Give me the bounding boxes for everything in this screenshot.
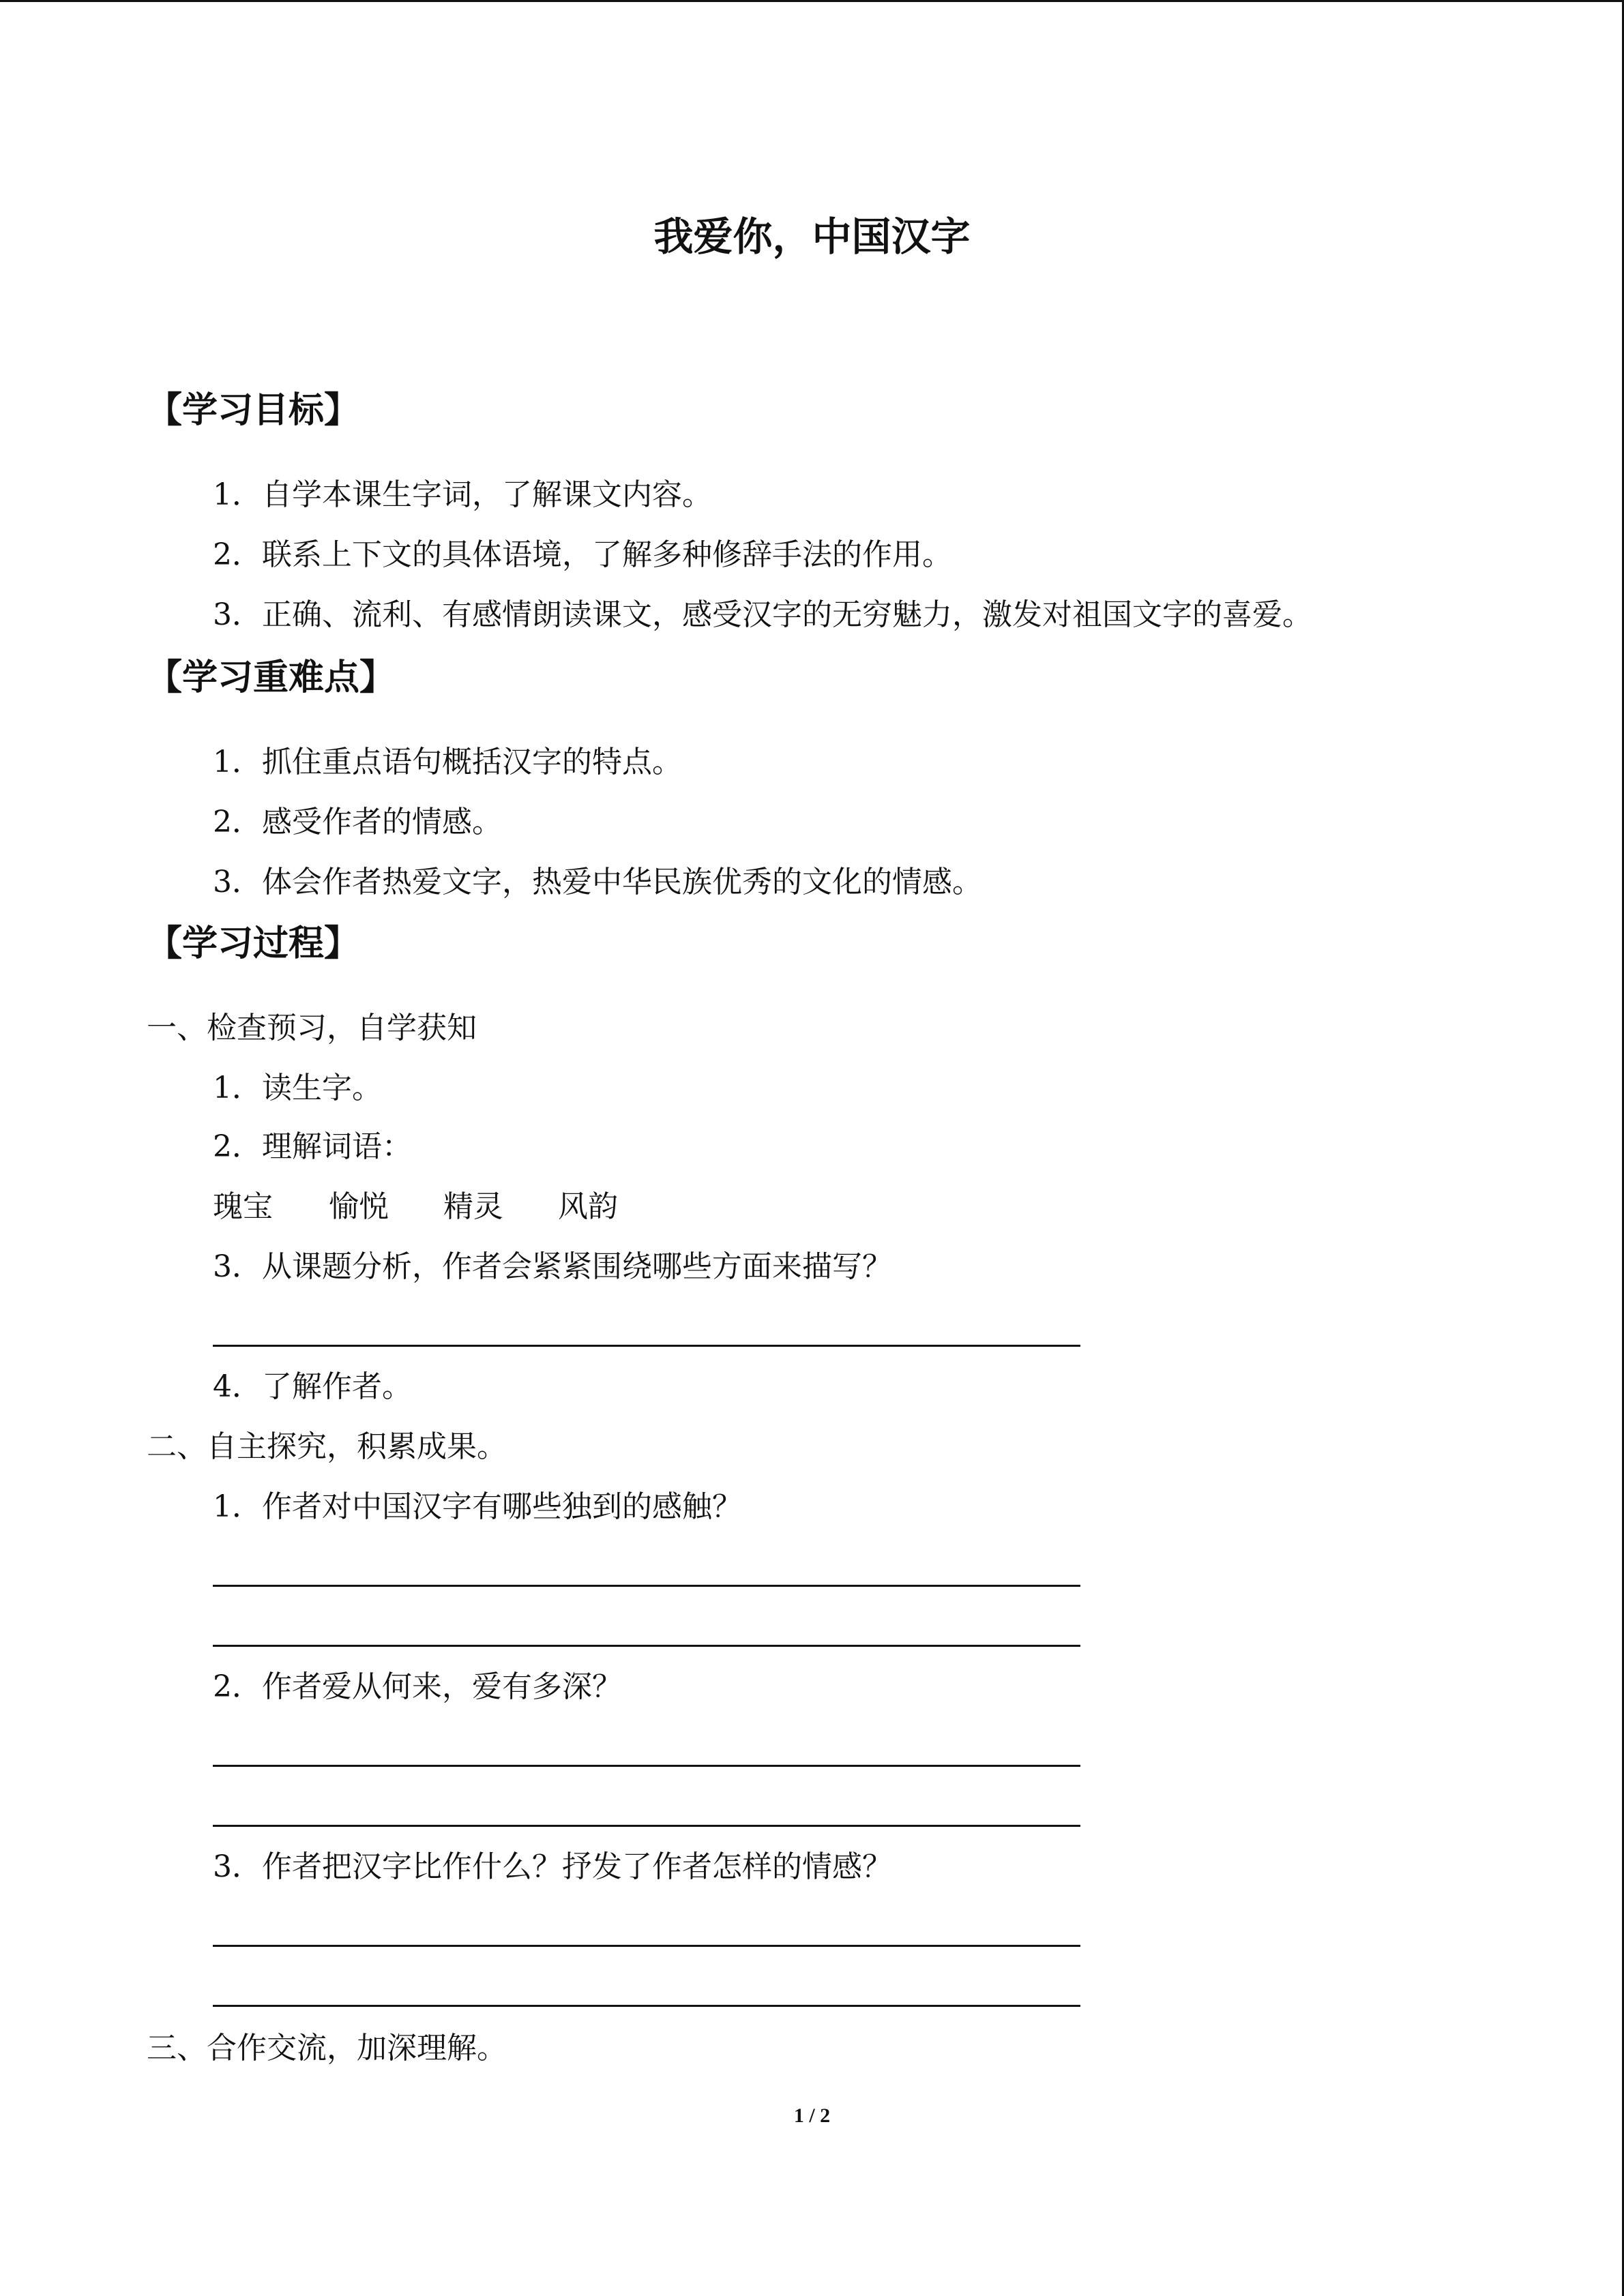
step1-label: 一、检查预习，自学获知 [147,1011,477,1045]
step2-item-3: 3．作者把汉字比作什么？抒发了作者怎样的情感？ [213,1849,892,1884]
step1-item-3: 3．从课题分析，作者会紧紧围绕哪些方面来描写？ [213,1249,892,1284]
top-border-line [0,0,1624,2]
key-points-heading: 【学习重难点】 [147,657,396,698]
step2-item-1: 1．作者对中国汉字有哪些独到的感触？ [213,1489,742,1524]
vocab-word-4: 风韵 [558,1189,618,1224]
answer-line[interactable] [213,1585,1080,1587]
key-point-item-1: 1．抓住重点语句概括汉字的特点。 [213,745,682,779]
answer-line[interactable] [213,1765,1080,1767]
process-heading: 【学习过程】 [147,923,360,964]
vocab-word-3: 精灵 [443,1189,503,1224]
step1-item-2: 2．理解词语： [213,1129,412,1164]
key-point-item-3: 3．体会作者热爱文字，热爱中华民族优秀的文化的情感。 [213,865,982,899]
vocab-word-2: 愉悦 [329,1189,389,1224]
step2-item-2: 2．作者爱从何来，爱有多深？ [213,1669,622,1704]
objective-item-1: 1．自学本课生字词，了解课文内容。 [213,477,712,512]
step2-label: 二、自主探究，积累成果。 [147,1429,507,1464]
answer-line[interactable] [213,1945,1080,1947]
answer-line[interactable] [213,1645,1080,1647]
page-number: 1 / 2 [793,2104,831,2127]
vocab-word-1: 瑰宝 [213,1189,273,1224]
objective-item-2: 2．联系上下文的具体语境，了解多种修辞手法的作用。 [213,537,952,572]
objectives-heading: 【学习目标】 [147,390,360,431]
step1-item-4: 4．了解作者。 [213,1369,412,1404]
key-point-item-2: 2．感受作者的情感。 [213,805,502,839]
answer-line[interactable] [213,2005,1080,2007]
step3-label: 三、合作交流，加深理解。 [147,2031,507,2066]
objective-item-3: 3．正确、流利、有感情朗读课文，感受汉字的无穷魅力，激发对祖国文字的喜爱。 [213,597,1312,632]
page-title: 我爱你，中国汉字 [653,213,971,260]
answer-line[interactable] [213,1345,1080,1347]
step1-item-1: 1．读生字。 [213,1071,382,1105]
answer-line[interactable] [213,1825,1080,1827]
